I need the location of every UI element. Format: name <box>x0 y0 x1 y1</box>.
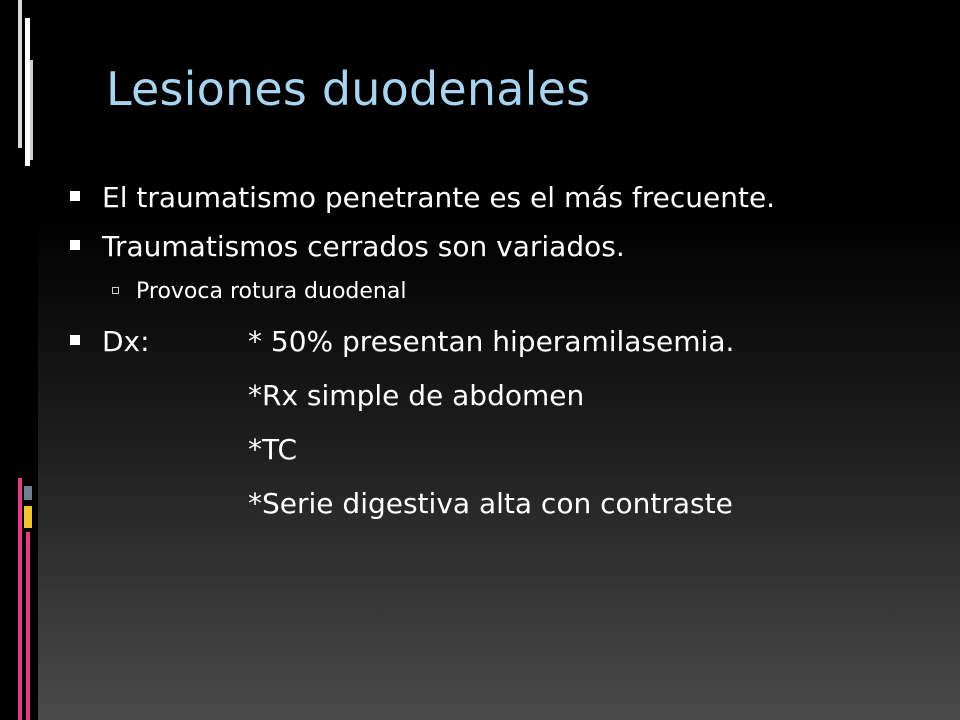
dx-line <box>70 486 940 540</box>
decor-bar-gray <box>24 486 32 500</box>
dx-item: *Serie digestiva alta con contraste <box>248 487 733 520</box>
square-bullet-icon <box>70 240 80 250</box>
left-decor-strip <box>0 0 38 720</box>
decor-bar-white <box>18 0 22 148</box>
bullet-text: Traumatismos cerrados son variados. <box>102 230 625 263</box>
dx-item: * 50% presentan hiperamilasemia. <box>248 325 735 358</box>
dx-item: *Rx simple de abdomen <box>248 379 585 412</box>
square-bullet-icon <box>70 335 80 345</box>
slide-title: Lesiones duodenales <box>106 62 591 116</box>
bullet-item <box>70 180 940 215</box>
slide-content <box>70 180 940 540</box>
dx-line <box>70 324 940 378</box>
dx-label: Dx: <box>102 325 150 358</box>
decor-bar-yellow <box>24 506 32 528</box>
bullet-item <box>70 229 940 264</box>
bullet-text: El traumatismo penetrante es el más frecuente. <box>102 181 776 214</box>
dx-line <box>70 378 940 432</box>
sub-bullet-text: Provoca rotura duodenal <box>136 279 407 304</box>
dx-item: *TC <box>248 433 298 466</box>
dx-line <box>70 432 940 486</box>
decor-bar-pink <box>26 532 30 720</box>
hollow-square-bullet-icon <box>112 287 119 294</box>
decor-bar-white <box>30 60 33 160</box>
decor-bar-pink <box>18 478 22 720</box>
sub-bullet-item <box>70 278 940 306</box>
square-bullet-icon <box>70 191 80 201</box>
